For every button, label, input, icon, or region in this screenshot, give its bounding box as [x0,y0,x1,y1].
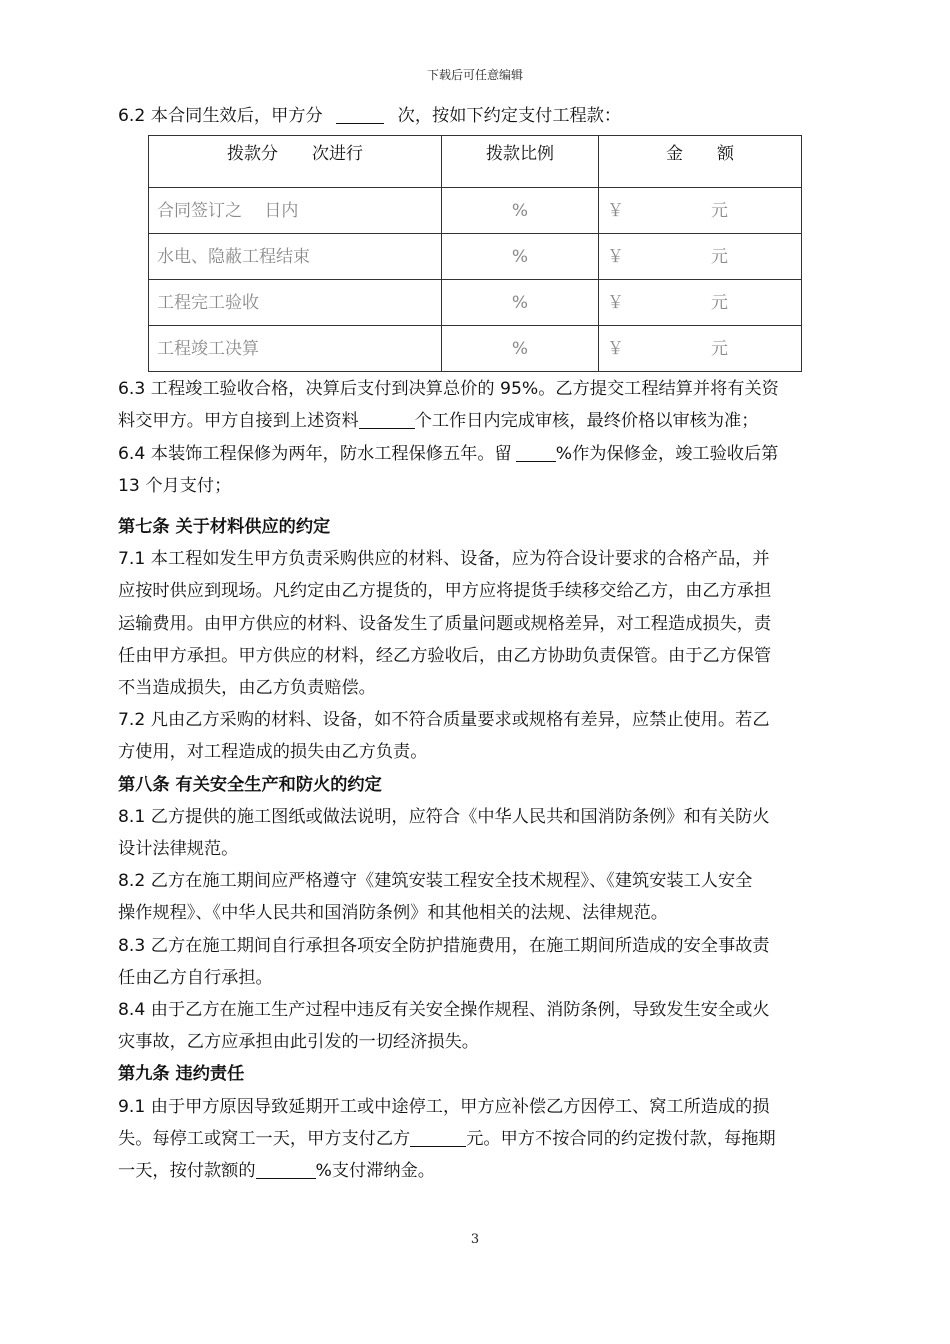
table-header-row [149,136,802,188]
clause-6-4-line-1 [118,438,848,470]
amount-cell[interactable] [599,280,802,326]
clause-7-1-line: 运输费用。由甲方供应的材料、设备发生了质量问题或规格差异，对工程造成损失，责 [118,613,772,634]
clause-9-1-line-1: 9.1 由于甲方原因导致延期开工或中途停工，甲方应补偿乙方因停工、窝工所造成的损 [118,1096,770,1117]
table-row [149,234,802,280]
clause-9-1-text-mid: 元。甲方不按合同的约定拨付款，每拖期 [466,1128,776,1149]
clause-9-1-text-end: %支付滞纳金。 [315,1161,435,1182]
ratio-cell[interactable]: % [442,188,599,234]
clause-9-1-text: 失。每停工或窝工一天，甲方支付乙方 [118,1128,411,1149]
late-fee-percent-blank[interactable] [256,1160,316,1179]
yuan-unit: 元 [711,246,728,267]
clause-8-1-line: 8.1 乙方提供的施工图纸或做法说明，应符合《中华人民共和国消防条例》和有关防火 [118,806,770,827]
page-number: 3 [470,1232,480,1247]
clause-8-3-line: 任由乙方自行承担。 [118,967,273,988]
header-installment: 拨款分 次进行 [149,136,442,188]
clause-8-2-line: 8.2 乙方在施工期间应严格遵守《建筑安装工程安全技术规程》、《建筑安装工人安全 [118,871,753,892]
article-7-title: 第七条 关于材料供应的约定 [118,517,331,538]
clause-6-2-text-end: 次，按如下约定支付工程款： [397,106,622,126]
clause-6-3-text: 料交甲方。甲方自接到上述资料 [118,411,359,432]
amount-cell[interactable] [599,188,802,234]
yuan-unit: 元 [711,200,728,221]
stage-cell: 工程竣工决算 [149,326,442,372]
article-8-title: 第八条 有关安全生产和防火的约定 [118,774,382,795]
yen-sign: ￥ [607,338,624,359]
page-header: 下载后可任意编辑 [426,68,523,82]
stage-cell: 水电、隐蔽工程结束 [149,234,442,280]
clause-9-1-text-start: 一天，按付款额的 [118,1161,256,1182]
header-amount: 金 额 [599,136,802,188]
clause-7-1-line: 7.1 本工程如发生甲方负责采购供应的材料、设备，应为符合设计要求的合格产品，并 [118,549,770,570]
warranty-percent-blank[interactable] [516,443,556,462]
payment-schedule-table [148,135,802,372]
stage-cell: 合同签订之 日内 [149,188,442,234]
clause-7-1-line: 应按时供应到现场。凡约定由乙方提货的，甲方应将提货手续移交给乙方，由乙方承担 [118,581,772,602]
table-row [149,326,802,372]
clause-6-4-line-2: 13 个月支付； [118,475,232,496]
clause-8-1-line: 设计法律规范。 [118,839,239,860]
clause-9-1-line-2 [118,1123,848,1155]
amount-cell[interactable] [599,326,802,372]
yen-sign: ￥ [607,200,624,221]
clause-6-2 [118,100,848,132]
clause-6-3-text-end: 个工作日内完成审核，最终价格以审核为准； [414,411,759,432]
ratio-cell[interactable]: % [442,280,599,326]
clause-7-2-line: 方使用，对工程造成的损失由乙方负责。 [118,742,428,763]
clause-6-3-line-2 [118,405,848,437]
clause-8-2-line: 操作规程》、《中华人民共和国消防条例》和其他相关的法规、法律规范。 [118,903,668,924]
clause-6-2-text: 6.2 本合同生效后，甲方分 [118,106,323,126]
ratio-cell[interactable]: % [442,234,599,280]
yen-sign: ￥ [607,292,624,313]
yuan-unit: 元 [711,292,728,313]
clause-8-3-line: 8.3 乙方在施工期间自行承担各项安全防护措施费用，在施工期间所造成的安全事故责 [118,935,770,956]
table-row [149,280,802,326]
stage-cell: 工程完工验收 [149,280,442,326]
clause-9-1-line-3 [118,1155,848,1187]
clause-6-4-text-end: %作为保修金，竣工验收后第 [555,443,779,464]
daily-compensation-blank[interactable] [410,1128,466,1147]
clause-7-1-line: 任由甲方承担。甲方供应的材料，经乙方验收后，由乙方协助负责保管。由于乙方保管 [118,645,772,666]
amount-cell[interactable] [599,234,802,280]
clause-7-1-line: 不当造成损失，由乙方负责赔偿。 [118,678,376,699]
ratio-cell[interactable]: % [442,326,599,372]
document-body [118,100,848,1187]
clause-6-4-text: 6.4 本装饰工程保修为两年，防水工程保修五年。留 [118,443,512,464]
article-9-title: 第九条 违约责任 [118,1064,245,1085]
review-days-blank[interactable] [359,410,415,429]
clause-6-3-line-1: 6.3 工程竣工验收合格，决算后支付到决算总价的 95%。乙方提交工程结算并将有关资 [118,379,779,400]
clause-8-4-line: 灾事故，乙方应承担由此引发的一切经济损失。 [118,1032,479,1053]
clause-7-2-line: 7.2 凡由乙方采购的材料、设备，如不符合质量要求或规格有差异，应禁止使用。若乙 [118,710,770,731]
yuan-unit: 元 [711,338,728,359]
clause-8-4-line: 8.4 由于乙方在施工生产过程中违反有关安全操作规程、消防条例，导致发生安全或火 [118,1000,770,1021]
yen-sign: ￥ [607,246,624,267]
table-row [149,188,802,234]
header-ratio: 拨款比例 [442,136,599,188]
installments-blank[interactable] [336,105,384,124]
